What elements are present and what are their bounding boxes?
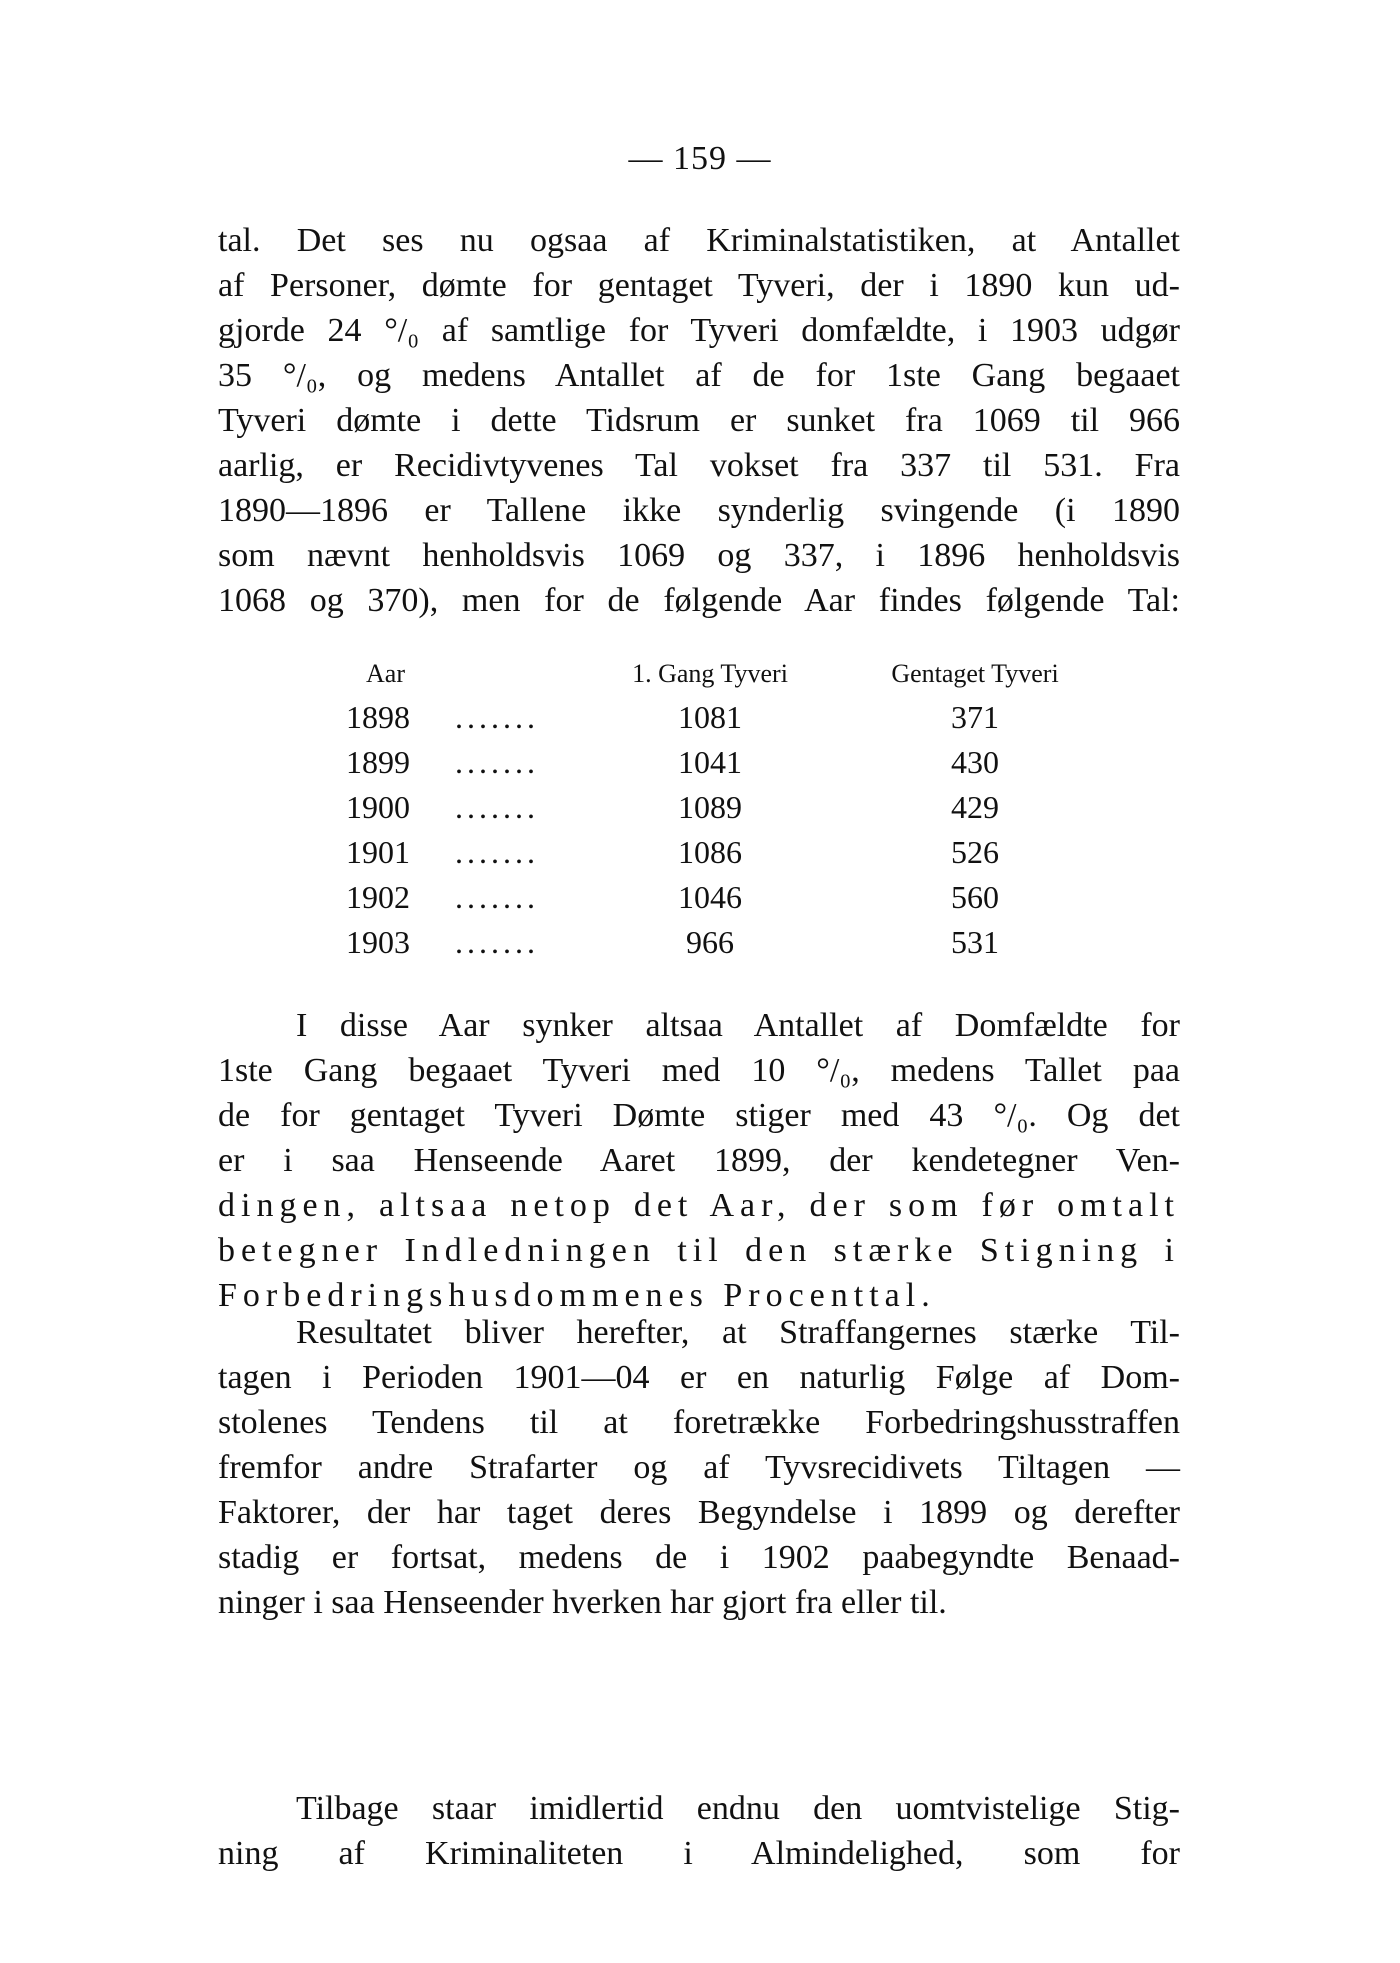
table-header [340,651,1140,699]
text-line: aarlig, er Recidivtyvenes Tal vokset fra 337 til 531. Fra [218,447,1180,484]
text-line: 1890—1896 er Tallene ikke synderlig svingende (i 1890 [218,492,1180,529]
row-year: 1900 [346,789,410,825]
row-first-offence: 1086 [678,834,742,870]
header-year: Aar [366,659,405,688]
table-row [340,924,1140,969]
row-first-offence: 1081 [678,699,742,735]
text-line: er i saa Henseende Aaret 1899, der kendetegner Ven- [218,1142,1180,1179]
row-year: 1903 [346,924,410,960]
table-row [340,879,1140,924]
text-line: 35 °/₀, og medens Antallet af de for 1ste Gang begaaet [218,357,1180,394]
text-line: 1ste Gang begaaet Tyveri med 10 °/₀, medens Tallet paa [218,1052,1180,1089]
text-line: Forbedringshusdommenes Procenttal. [218,1277,936,1314]
table-row [340,699,1140,744]
row-first-offence: 1041 [678,744,742,780]
row-year: 1898 [346,699,410,735]
leader-dots: ....... [455,789,539,825]
row-year: 1899 [346,744,410,780]
statistics-table [340,651,1140,969]
text-line: Resultatet bliver herefter, at Straffangernes stærke Til- [296,1314,1180,1351]
text-line: ning af Kriminaliteten i Almindelighed, som for [218,1835,1180,1872]
paragraph-3 [218,1310,1180,1625]
row-repeat-offence: 560 [951,879,999,915]
text-line: som nævnt henholdsvis 1069 og 337, i 1896 henholdsvis [218,537,1180,574]
row-first-offence: 1046 [678,879,742,915]
row-year: 1902 [346,879,410,915]
page-number: — 159 — [628,140,772,177]
leader-dots: ....... [455,879,539,915]
table-row [340,744,1140,789]
text-line: tagen i Perioden 1901—04 er en naturlig Følge af Dom- [218,1359,1180,1396]
text-line: stadig er fortsat, medens de i 1902 paabegyndte Benaad- [218,1539,1180,1576]
text-line: de for gentaget Tyveri Dømte stiger med 43 °/₀. Og det [218,1097,1180,1134]
leader-dots: ....... [455,924,539,960]
leader-dots: ....... [455,699,539,735]
row-repeat-offence: 526 [951,834,999,870]
text-line: ninger i saa Henseender hverken har gjort fra eller til. [218,1584,947,1621]
paragraph-4 [218,1786,1180,1876]
paragraph-1 [218,218,1180,623]
row-repeat-offence: 430 [951,744,999,780]
text-line: stolenes Tendens til at foretrække Forbedringshusstraffen [218,1404,1180,1441]
text-line: fremfor andre Strafarter og af Tyvsrecidivets Tiltagen — [218,1449,1180,1486]
table-row [340,834,1140,879]
leader-dots: ....... [455,834,539,870]
text-line: af Personer, dømte for gentaget Tyveri, der i 1890 kun ud- [218,267,1180,304]
table-row [340,789,1140,834]
row-first-offence: 1089 [678,789,742,825]
header-repeat-offence: Gentaget Tyveri [891,659,1059,688]
text-line: I disse Aar synker altsaa Antallet af Domfældte for [296,1007,1180,1044]
text-line: gjorde 24 °/₀ af samtlige for Tyveri domfældte, i 1903 udgør [218,312,1180,349]
text-line: Tilbage staar imidlertid endnu den uomtvistelige Stig- [296,1790,1180,1827]
leader-dots: ....... [455,744,539,780]
text-line: 1068 og 370), men for de følgende Aar findes følgende Tal: [218,582,1180,619]
text-line: tal. Det ses nu ogsaa af Kriminalstatistiken, at Antallet [218,222,1180,259]
text-line: Faktorer, der har taget deres Begyndelse i 1899 og derefter [218,1494,1180,1531]
row-first-offence: 966 [686,924,734,960]
paragraph-2 [218,1003,1180,1318]
row-repeat-offence: 429 [951,789,999,825]
text-line: dingen, altsaa netop det Aar, der som før omtalt [218,1187,1180,1224]
row-year: 1901 [346,834,410,870]
header-first-offence: 1. Gang Tyveri [632,659,788,688]
row-repeat-offence: 371 [951,699,999,735]
text-line: betegner Indledningen til den stærke Stigning i [218,1232,1180,1269]
text-line: Tyveri dømte i dette Tidsrum er sunket fra 1069 til 966 [218,402,1180,439]
row-repeat-offence: 531 [951,924,999,960]
